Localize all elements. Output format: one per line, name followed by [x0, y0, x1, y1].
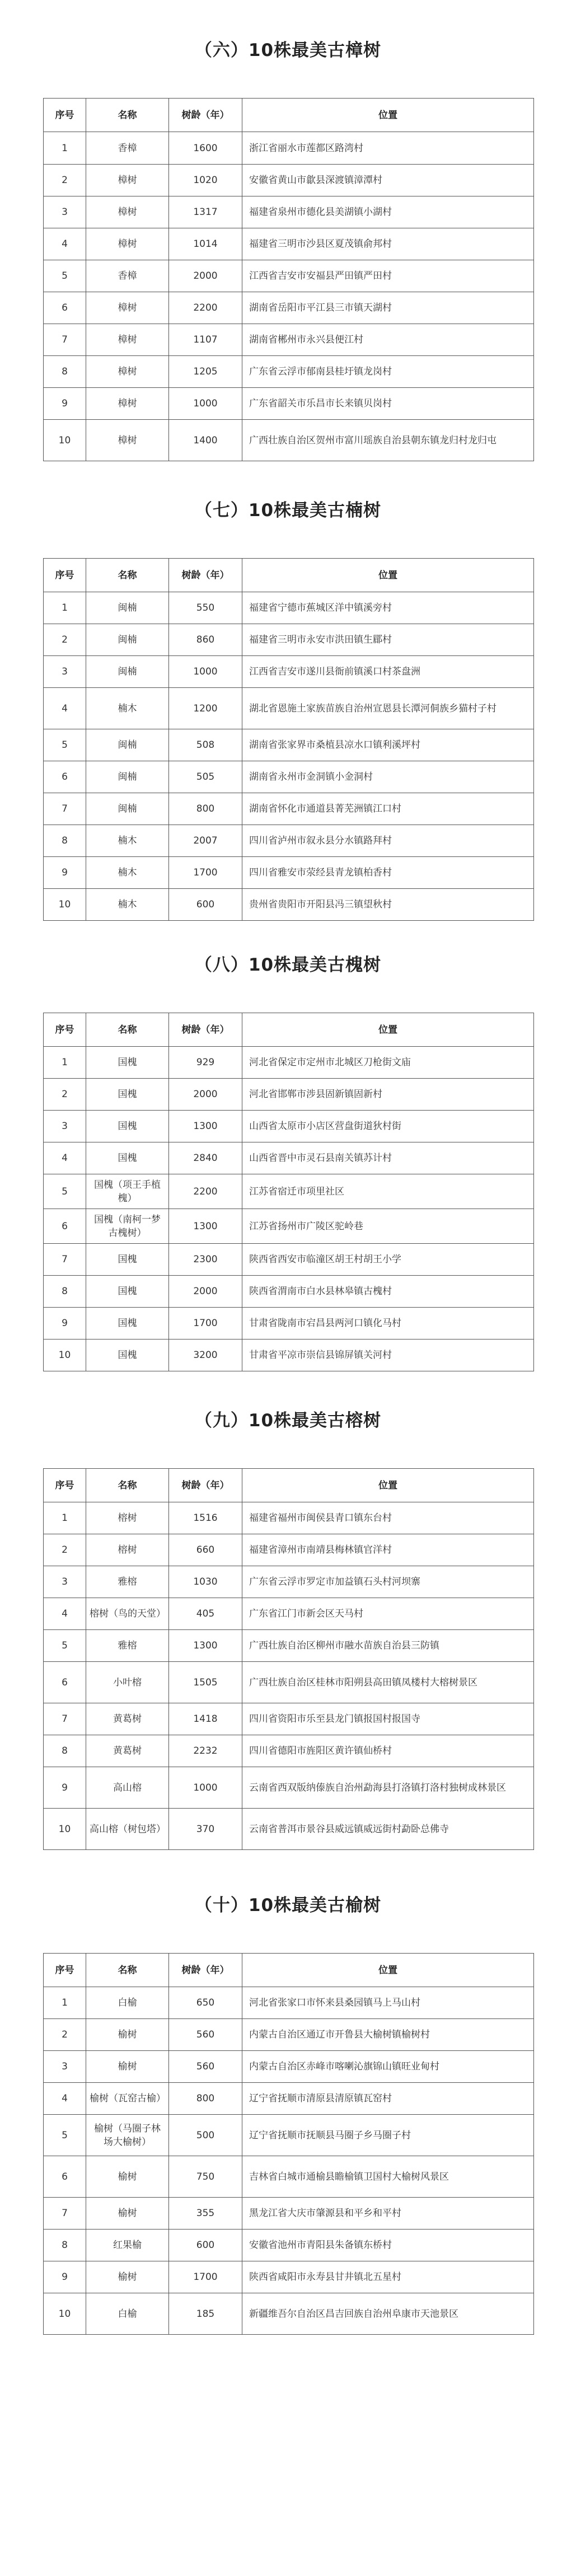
- cell-name: 榕树: [86, 1502, 169, 1534]
- cell-no: 2: [44, 1534, 86, 1566]
- table-row: [44, 2051, 534, 2083]
- cell-location: 河北省保定市定州市北城区刀枪街文庙: [242, 1047, 534, 1079]
- cell-name: 国槐: [86, 1244, 169, 1276]
- cell-name: 高山榕: [86, 1767, 169, 1809]
- table-row: [44, 793, 534, 825]
- cell-age: 660: [169, 1534, 242, 1566]
- cell-name: 樟树: [86, 228, 169, 260]
- cell-name: 黄葛树: [86, 1735, 169, 1767]
- cell-name: 国槐（南柯一梦古槐树）: [86, 1209, 169, 1244]
- cell-location: 山西省晋中市灵石县南关镇苏计村: [242, 1142, 534, 1174]
- section-title: （八）10株最美古槐树: [194, 955, 382, 975]
- header-no: 序号: [44, 99, 86, 132]
- cell-location: 贵州省贵阳市开阳县冯三镇望秋村: [242, 889, 534, 921]
- cell-no: 1: [44, 592, 86, 624]
- cell-age: 2200: [169, 1174, 242, 1209]
- cell-no: 9: [44, 388, 86, 420]
- cell-name: 国槐: [86, 1308, 169, 1339]
- cell-no: 1: [44, 1987, 86, 2019]
- cell-location: 辽宁省抚顺市清原县清原镇瓦窑村: [242, 2083, 534, 2115]
- cell-name: 国槐: [86, 1047, 169, 1079]
- cell-no: 10: [44, 889, 86, 921]
- cell-name: 榆树（马圈子林场大榆树）: [86, 2115, 169, 2156]
- cell-location: 内蒙古自治区通辽市开鲁县大榆树镇榆树村: [242, 2019, 534, 2051]
- table-row: [44, 1566, 534, 1598]
- cell-location: 江西省吉安市安福县严田镇严田村: [242, 260, 534, 292]
- cell-age: 2200: [169, 292, 242, 324]
- cell-age: 560: [169, 2019, 242, 2051]
- cell-age: 600: [169, 889, 242, 921]
- cell-name: 白榆: [86, 1987, 169, 2019]
- table-row: [44, 1142, 534, 1174]
- table-row: [44, 1662, 534, 1703]
- cell-name: 闽楠: [86, 624, 169, 656]
- table-row: [44, 260, 534, 292]
- cell-location: 福建省三明市永安市洪田镇生郿村: [242, 624, 534, 656]
- cell-no: 3: [44, 2051, 86, 2083]
- cell-name: 红果榆: [86, 2230, 169, 2261]
- cell-no: 4: [44, 228, 86, 260]
- cell-location: 湖南省永州市金洞镇小金洞村: [242, 761, 534, 793]
- cell-name: 国槐: [86, 1339, 169, 1371]
- cell-name: 闽楠: [86, 793, 169, 825]
- cell-name: 白榆: [86, 2293, 169, 2335]
- cell-location: 江苏省宿迁市项里社区: [242, 1174, 534, 1209]
- header-age: 树龄（年）: [169, 1954, 242, 1987]
- cell-age: 860: [169, 624, 242, 656]
- cell-name: 雅榕: [86, 1630, 169, 1662]
- cell-no: 2: [44, 624, 86, 656]
- cell-name: 樟树: [86, 420, 169, 461]
- cell-age: 1000: [169, 388, 242, 420]
- section-title: （九）10株最美古榕树: [194, 1411, 382, 1431]
- cell-age: 2232: [169, 1735, 242, 1767]
- table-row: [44, 292, 534, 324]
- cell-location: 安徽省黄山市歙县深渡镇漳潭村: [242, 165, 534, 196]
- table-row: [44, 1276, 534, 1308]
- cell-age: 500: [169, 2115, 242, 2156]
- cell-no: 1: [44, 132, 86, 165]
- cell-no: 7: [44, 793, 86, 825]
- cell-name: 榕树: [86, 1534, 169, 1566]
- table-row: [44, 656, 534, 688]
- cell-no: 6: [44, 292, 86, 324]
- cell-name: 闽楠: [86, 592, 169, 624]
- cell-age: 508: [169, 729, 242, 761]
- cell-age: 1300: [169, 1630, 242, 1662]
- cell-location: 广东省韶关市乐昌市长来镇贝岗村: [242, 388, 534, 420]
- cell-name: 樟树: [86, 356, 169, 388]
- cell-location: 吉林省白城市通榆县瞻榆镇卫国村大榆树风景区: [242, 2156, 534, 2198]
- table-row: [44, 1534, 534, 1566]
- tree-table: [43, 98, 534, 461]
- cell-location: 陕西省咸阳市永寿县甘井镇北五星村: [242, 2261, 534, 2293]
- cell-no: 8: [44, 1276, 86, 1308]
- table-row: [44, 1111, 534, 1142]
- cell-no: 3: [44, 1111, 86, 1142]
- cell-age: 1000: [169, 656, 242, 688]
- cell-age: 1200: [169, 688, 242, 729]
- header-name: 名称: [86, 1469, 169, 1502]
- cell-no: 6: [44, 1662, 86, 1703]
- cell-no: 3: [44, 196, 86, 228]
- cell-name: 香樟: [86, 260, 169, 292]
- cell-age: 1030: [169, 1566, 242, 1598]
- table-row: [44, 2230, 534, 2261]
- cell-age: 3200: [169, 1339, 242, 1371]
- cell-location: 云南省普洱市景谷县威远镇威远街村勐卧总佛寺: [242, 1809, 534, 1850]
- table-header: [44, 1013, 534, 1047]
- cell-name: 榕树（鸟的天堂）: [86, 1598, 169, 1630]
- cell-no: 4: [44, 1142, 86, 1174]
- cell-no: 7: [44, 2198, 86, 2230]
- table-header: [44, 1469, 534, 1502]
- cell-age: 1600: [169, 132, 242, 165]
- header-name: 名称: [86, 559, 169, 592]
- cell-age: 2840: [169, 1142, 242, 1174]
- cell-location: 江苏省扬州市广陵区驼岭巷: [242, 1209, 534, 1244]
- table-header: [44, 559, 534, 592]
- cell-no: 5: [44, 2115, 86, 2156]
- cell-location: 河北省张家口市怀来县桑园镇马上马山村: [242, 1987, 534, 2019]
- cell-name: 榆树: [86, 2261, 169, 2293]
- table-row: [44, 1209, 534, 1244]
- cell-name: 樟树: [86, 388, 169, 420]
- table-row: [44, 1244, 534, 1276]
- header-name: 名称: [86, 1013, 169, 1047]
- section-title: （十）10株最美古榆树: [194, 1895, 382, 1915]
- cell-location: 黑龙江省大庆市肇源县和平乡和平村: [242, 2198, 534, 2230]
- table-row: [44, 1767, 534, 1809]
- table-row: [44, 1630, 534, 1662]
- cell-age: 1300: [169, 1209, 242, 1244]
- cell-location: 湖北省恩施土家族苗族自治州宣恩县长潭河侗族乡猫村子村: [242, 688, 534, 729]
- cell-name: 榆树（瓦窑古榆）: [86, 2083, 169, 2115]
- cell-no: 7: [44, 324, 86, 356]
- cell-location: 广东省云浮市罗定市加益镇石头村河坝寨: [242, 1566, 534, 1598]
- cell-location: 四川省泸州市叙永县分水镇路拜村: [242, 825, 534, 857]
- cell-name: 樟树: [86, 165, 169, 196]
- table-row: [44, 1987, 534, 2019]
- cell-age: 600: [169, 2230, 242, 2261]
- table-row: [44, 2156, 534, 2198]
- cell-age: 2000: [169, 1079, 242, 1111]
- cell-no: 9: [44, 857, 86, 889]
- cell-no: 1: [44, 1502, 86, 1534]
- header-location: 位置: [242, 559, 534, 592]
- cell-location: 甘肃省平凉市崇信县锦屏镇关河村: [242, 1339, 534, 1371]
- cell-location: 陕西省西安市临潼区胡王村胡王小学: [242, 1244, 534, 1276]
- tree-table: [43, 1013, 534, 1371]
- table-row: [44, 1735, 534, 1767]
- cell-name: 小叶榕: [86, 1662, 169, 1703]
- table-row: [44, 761, 534, 793]
- cell-age: 185: [169, 2293, 242, 2335]
- cell-no: 5: [44, 729, 86, 761]
- table-row: [44, 1339, 534, 1371]
- cell-name: 樟树: [86, 196, 169, 228]
- cell-age: 2007: [169, 825, 242, 857]
- table-row: [44, 1598, 534, 1630]
- cell-location: 甘肃省陇南市宕昌县两河口镇化马村: [242, 1308, 534, 1339]
- cell-location: 广东省云浮市郁南县桂圩镇龙岗村: [242, 356, 534, 388]
- cell-name: 榆树: [86, 2156, 169, 2198]
- header-no: 序号: [44, 1954, 86, 1987]
- cell-age: 2300: [169, 1244, 242, 1276]
- cell-no: 6: [44, 2156, 86, 2198]
- cell-age: 800: [169, 2083, 242, 2115]
- cell-location: 湖南省怀化市通道县菁芜洲镇江口村: [242, 793, 534, 825]
- table-row: [44, 624, 534, 656]
- cell-location: 云南省西双版纳傣族自治州勐海县打洛镇打洛村独树成林景区: [242, 1767, 534, 1809]
- cell-age: 1700: [169, 857, 242, 889]
- table-row: [44, 2019, 534, 2051]
- table-row: [44, 420, 534, 461]
- cell-age: 550: [169, 592, 242, 624]
- cell-no: 10: [44, 2293, 86, 2335]
- cell-age: 1020: [169, 165, 242, 196]
- cell-no: 4: [44, 688, 86, 729]
- cell-age: 1505: [169, 1662, 242, 1703]
- cell-age: 370: [169, 1809, 242, 1850]
- header-no: 序号: [44, 559, 86, 592]
- header-location: 位置: [242, 1954, 534, 1987]
- cell-location: 四川省德阳市旌阳区黄许镇仙桥村: [242, 1735, 534, 1767]
- header-location: 位置: [242, 1469, 534, 1502]
- cell-no: 2: [44, 1079, 86, 1111]
- table-row: [44, 857, 534, 889]
- cell-name: 黄葛树: [86, 1703, 169, 1735]
- cell-location: 安徽省池州市青阳县朱备镇东桥村: [242, 2230, 534, 2261]
- cell-age: 1317: [169, 196, 242, 228]
- table-row: [44, 2293, 534, 2335]
- table-row: [44, 1809, 534, 1850]
- table-row: [44, 324, 534, 356]
- header-age: 树龄（年）: [169, 99, 242, 132]
- header-no: 序号: [44, 1013, 86, 1047]
- cell-no: 6: [44, 1209, 86, 1244]
- table-row: [44, 165, 534, 196]
- section-title: （七）10株最美古楠树: [194, 500, 382, 521]
- header-age: 树龄（年）: [169, 1013, 242, 1047]
- cell-age: 929: [169, 1047, 242, 1079]
- cell-location: 福建省宁德市蕉城区洋中镇溪旁村: [242, 592, 534, 624]
- cell-age: 800: [169, 793, 242, 825]
- cell-age: 1400: [169, 420, 242, 461]
- header-location: 位置: [242, 1013, 534, 1047]
- tree-table: [43, 558, 534, 921]
- cell-location: 福建省三明市沙县区夏茂镇俞邦村: [242, 228, 534, 260]
- cell-name: 闽楠: [86, 761, 169, 793]
- cell-name: 闽楠: [86, 729, 169, 761]
- table-row: [44, 1079, 534, 1111]
- cell-age: 650: [169, 1987, 242, 2019]
- cell-no: 8: [44, 1735, 86, 1767]
- cell-name: 楠木: [86, 889, 169, 921]
- table-row: [44, 729, 534, 761]
- table-row: [44, 2083, 534, 2115]
- cell-no: 9: [44, 1767, 86, 1809]
- table-row: [44, 228, 534, 260]
- cell-no: 7: [44, 1703, 86, 1735]
- cell-no: 8: [44, 356, 86, 388]
- cell-location: 内蒙古自治区赤峰市喀喇沁旗锦山镇旺业甸村: [242, 2051, 534, 2083]
- cell-no: 2: [44, 165, 86, 196]
- header-age: 树龄（年）: [169, 1469, 242, 1502]
- cell-name: 楠木: [86, 825, 169, 857]
- cell-age: 1014: [169, 228, 242, 260]
- cell-age: 1700: [169, 1308, 242, 1339]
- header-location: 位置: [242, 99, 534, 132]
- cell-no: 10: [44, 1339, 86, 1371]
- header-name: 名称: [86, 99, 169, 132]
- cell-no: 8: [44, 825, 86, 857]
- cell-no: 4: [44, 2083, 86, 2115]
- cell-location: 新疆维吾尔自治区昌吉回族自治州阜康市天池景区: [242, 2293, 534, 2335]
- cell-name: 榆树: [86, 2051, 169, 2083]
- cell-age: 2000: [169, 260, 242, 292]
- cell-age: 1205: [169, 356, 242, 388]
- section-title: （六）10株最美古樟树: [194, 40, 382, 60]
- cell-age: 560: [169, 2051, 242, 2083]
- cell-no: 3: [44, 656, 86, 688]
- cell-name: 楠木: [86, 688, 169, 729]
- cell-name: 榆树: [86, 2019, 169, 2051]
- cell-no: 1: [44, 1047, 86, 1079]
- cell-no: 7: [44, 1244, 86, 1276]
- cell-location: 福建省泉州市德化县美湖镇小湖村: [242, 196, 534, 228]
- cell-age: 2000: [169, 1276, 242, 1308]
- cell-no: 2: [44, 2019, 86, 2051]
- cell-location: 河北省邯郸市涉县固新镇固新村: [242, 1079, 534, 1111]
- tree-table: [43, 1468, 534, 1850]
- cell-location: 四川省资阳市乐至县龙门镇报国村报国寺: [242, 1703, 534, 1735]
- cell-age: 505: [169, 761, 242, 793]
- cell-name: 楠木: [86, 857, 169, 889]
- table-row: [44, 388, 534, 420]
- header-name: 名称: [86, 1954, 169, 1987]
- table-row: [44, 2115, 534, 2156]
- cell-location: 广西壮族自治区桂林市阳朔县高田镇凤楼村大榕树景区: [242, 1662, 534, 1703]
- table-row: [44, 2198, 534, 2230]
- cell-age: 1107: [169, 324, 242, 356]
- table-row: [44, 1703, 534, 1735]
- table-header: [44, 99, 534, 132]
- cell-age: 1000: [169, 1767, 242, 1809]
- cell-no: 3: [44, 1566, 86, 1598]
- header-age: 树龄（年）: [169, 559, 242, 592]
- table-row: [44, 825, 534, 857]
- cell-no: 5: [44, 1174, 86, 1209]
- table-row: [44, 1308, 534, 1339]
- cell-location: 湖南省张家界市桑植县凉水口镇利溪坪村: [242, 729, 534, 761]
- cell-location: 江西省吉安市遂川县衙前镇溪口村茶盘洲: [242, 656, 534, 688]
- cell-no: 5: [44, 1630, 86, 1662]
- table-header: [44, 1954, 534, 1987]
- header-no: 序号: [44, 1469, 86, 1502]
- table-row: [44, 132, 534, 165]
- table-row: [44, 1174, 534, 1209]
- cell-location: 广西壮族自治区贺州市富川瑶族自治县朝东镇龙归村龙归屯: [242, 420, 534, 461]
- cell-age: 750: [169, 2156, 242, 2198]
- cell-location: 浙江省丽水市莲都区路湾村: [242, 132, 534, 165]
- table-row: [44, 196, 534, 228]
- table-row: [44, 889, 534, 921]
- cell-name: 榆树: [86, 2198, 169, 2230]
- cell-no: 5: [44, 260, 86, 292]
- cell-no: 10: [44, 420, 86, 461]
- cell-location: 广西壮族自治区柳州市融水苗族自治县三防镇: [242, 1630, 534, 1662]
- cell-name: 樟树: [86, 324, 169, 356]
- cell-name: 国槐: [86, 1276, 169, 1308]
- table-row: [44, 356, 534, 388]
- cell-location: 福建省漳州市南靖县梅林镇官洋村: [242, 1534, 534, 1566]
- cell-no: 8: [44, 2230, 86, 2261]
- cell-age: 405: [169, 1598, 242, 1630]
- cell-name: 高山榕（树包塔）: [86, 1809, 169, 1850]
- cell-no: 9: [44, 1308, 86, 1339]
- cell-no: 9: [44, 2261, 86, 2293]
- cell-name: 国槐（项王手植槐）: [86, 1174, 169, 1209]
- cell-location: 广东省江门市新会区天马村: [242, 1598, 534, 1630]
- cell-age: 1700: [169, 2261, 242, 2293]
- table-row: [44, 1502, 534, 1534]
- cell-location: 山西省太原市小店区营盘街道狄村街: [242, 1111, 534, 1142]
- cell-no: 4: [44, 1598, 86, 1630]
- cell-name: 国槐: [86, 1111, 169, 1142]
- table-row: [44, 2261, 534, 2293]
- cell-name: 雅榕: [86, 1566, 169, 1598]
- tree-table: [43, 1953, 534, 2335]
- table-row: [44, 592, 534, 624]
- cell-no: 6: [44, 761, 86, 793]
- cell-age: 1516: [169, 1502, 242, 1534]
- cell-age: 1300: [169, 1111, 242, 1142]
- cell-no: 10: [44, 1809, 86, 1850]
- cell-location: 四川省雅安市荥经县青龙镇柏香村: [242, 857, 534, 889]
- cell-name: 闽楠: [86, 656, 169, 688]
- cell-name: 国槐: [86, 1142, 169, 1174]
- table-row: [44, 688, 534, 729]
- cell-location: 陕西省渭南市白水县林皋镇古槐村: [242, 1276, 534, 1308]
- cell-location: 湖南省岳阳市平江县三市镇天湖村: [242, 292, 534, 324]
- cell-name: 香樟: [86, 132, 169, 165]
- cell-location: 福建省福州市闽侯县青口镇东台村: [242, 1502, 534, 1534]
- cell-location: 辽宁省抚顺市抚顺县马圈子乡马圈子村: [242, 2115, 534, 2156]
- cell-location: 湖南省郴州市永兴县便江村: [242, 324, 534, 356]
- cell-age: 355: [169, 2198, 242, 2230]
- cell-name: 国槐: [86, 1079, 169, 1111]
- table-row: [44, 1047, 534, 1079]
- cell-age: 1418: [169, 1703, 242, 1735]
- cell-name: 樟树: [86, 292, 169, 324]
